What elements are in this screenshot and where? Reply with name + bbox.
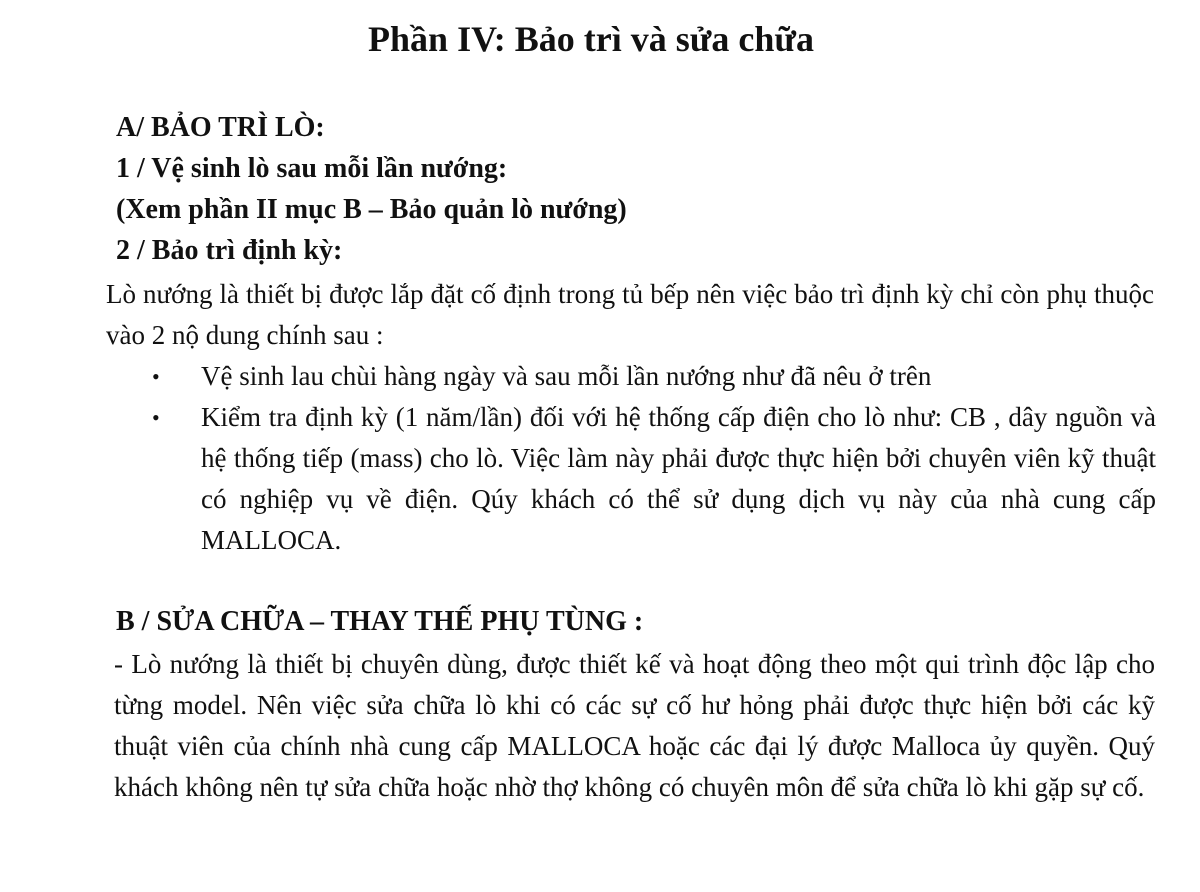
item2-intro-paragraph: Lò nướng là thiết bị được lắp đặt cố định trong tủ bếp nên việc bảo trì định kỳ chỉ còn phụ thuộc vào 2 nộ dung chính sau : bbox=[106, 279, 1154, 350]
page-title: Phần IV: Bảo trì và sửa chữa bbox=[368, 19, 814, 59]
list-item bbox=[150, 397, 1156, 561]
maintenance-bullet-list bbox=[150, 356, 1156, 561]
list-item bbox=[150, 356, 1156, 397]
item1-heading: 1 / Vệ sinh lò sau mỗi lần nướng: bbox=[116, 153, 508, 184]
section-b-heading: B / SỬA CHỮA – THAY THẾ PHỤ TÙNG : bbox=[116, 606, 644, 637]
item2-heading: 2 / Bảo trì định kỳ: bbox=[116, 235, 343, 266]
section-a-heading: A/ BẢO TRÌ LÒ: bbox=[116, 112, 325, 143]
item1-note: (Xem phần II mục B – Bảo quản lò nướng) bbox=[116, 194, 627, 225]
list-item-text: Kiểm tra định kỳ (1 năm/lần) đối với hệ thống cấp điện cho lò như: CB , dây nguồn và hệ thống tiếp (mass) cho lò. Việc làm này phải được thực hiện bởi chuyên viên kỹ thuật có nghiệp vụ về điện. Qúy khách có thể sử dụng dịch vụ này của nhà cung cấp MALLOCA. bbox=[201, 402, 1156, 555]
bullet-icon: • bbox=[152, 405, 160, 430]
bullet-icon: • bbox=[152, 364, 160, 389]
section-b-paragraph: - Lò nướng là thiết bị chuyên dùng, được thiết kế và hoạt động theo một qui trình độc lập cho từng model. Nên việc sửa chữa lò khi có các sự cố hư hỏng phải được thực hiện bởi các kỹ thuật viên của chính nhà cung cấp MALLOCA hoặc các đại lý được Malloca ủy quyền. Quý khách không nên tự sửa chữa hoặc nhờ thợ không có chuyên môn để sửa chữa lò khi gặp sự cố. bbox=[114, 649, 1155, 802]
list-item-text: Vệ sinh lau chùi hàng ngày và sau mỗi lần nướng như đã nêu ở trên bbox=[201, 361, 932, 391]
